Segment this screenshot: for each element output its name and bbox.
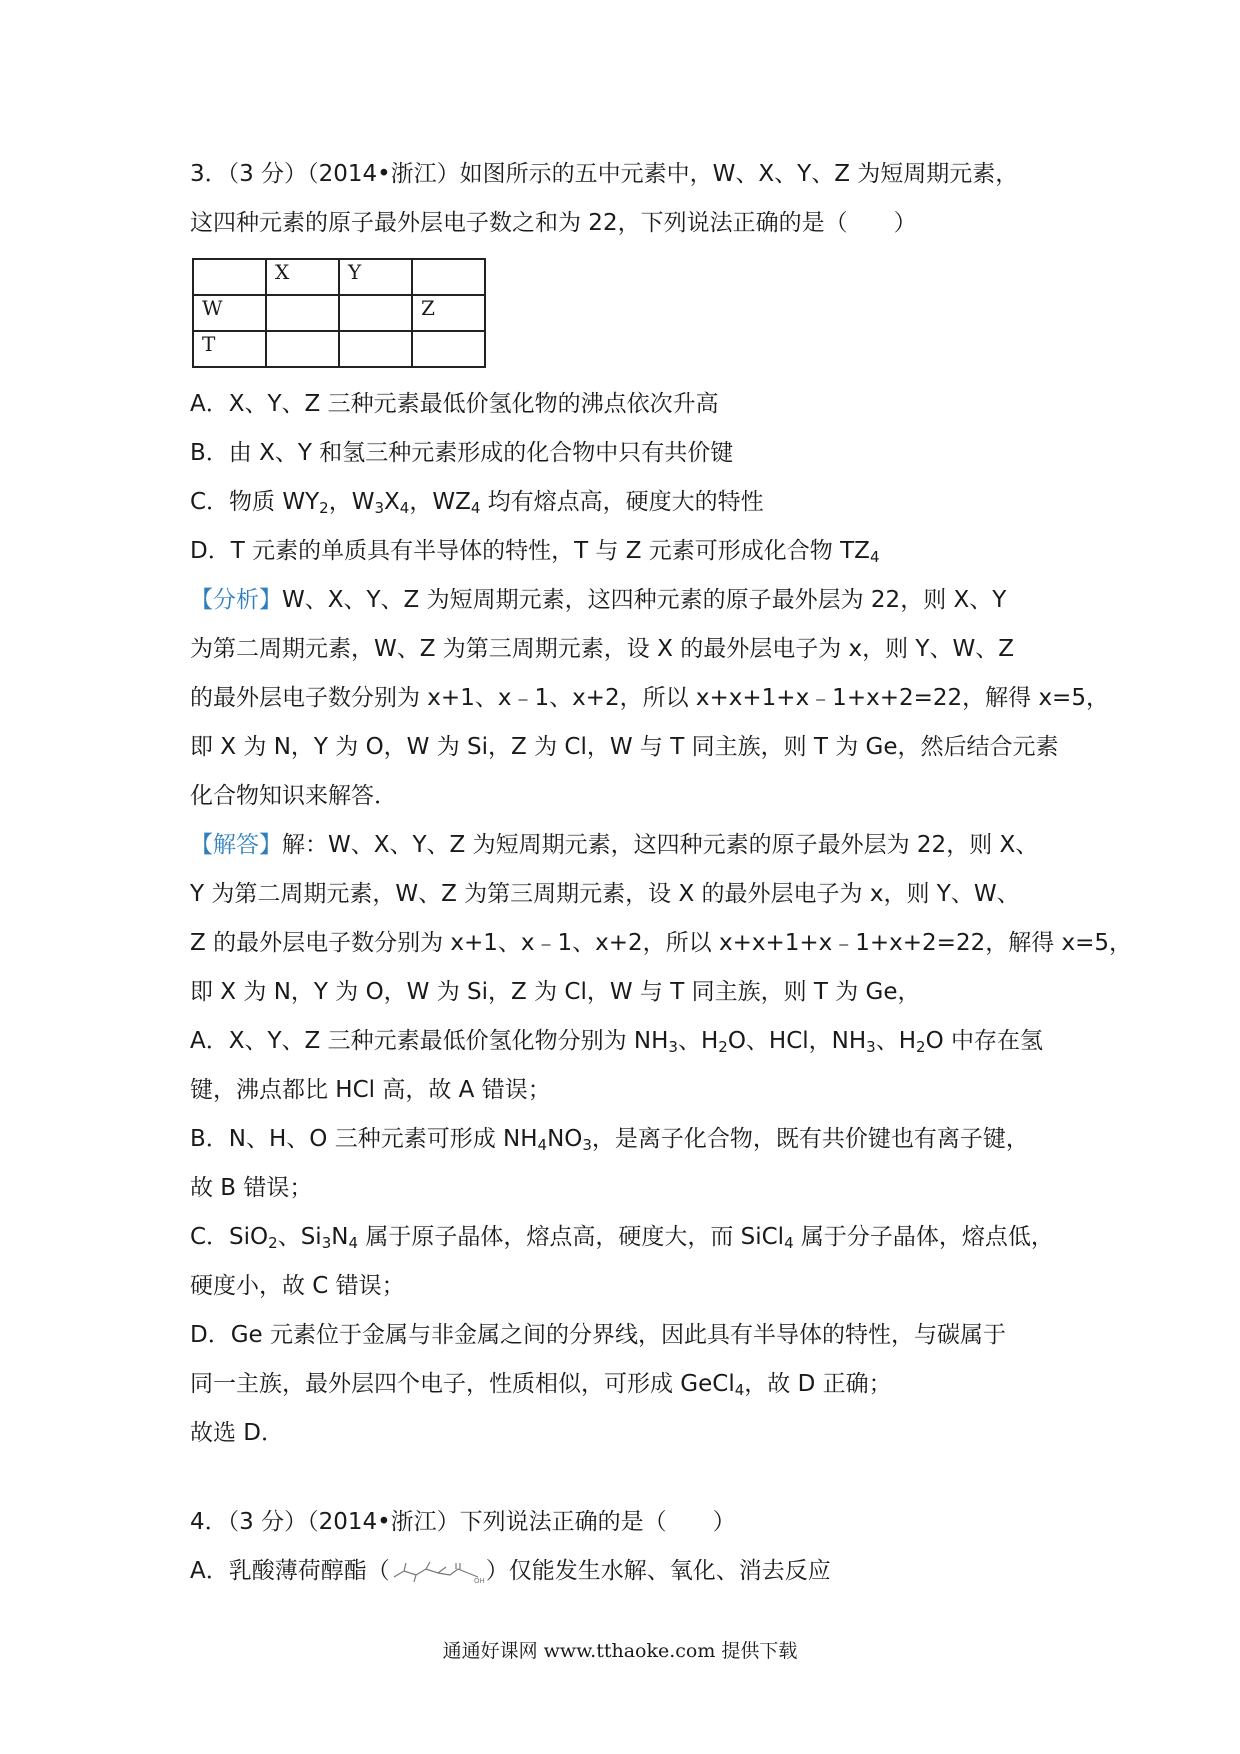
answer-c-line1 (190, 1213, 1070, 1262)
answer-d-line2 (190, 1360, 1070, 1409)
analysis-line3: 的最外层电子数分别为 x+1、x﹣1、x+2，所以 x+x+1+x﹣1+x+2=22，解得 x=5， (190, 685, 1109, 711)
subscript: 4 (348, 1234, 359, 1252)
table-cell: Y (339, 259, 412, 295)
text: ）仅能发生水解、氧化、消去反应 (485, 1558, 831, 1584)
table-cell (193, 259, 266, 295)
answer-line1 (190, 821, 1070, 870)
subscript: 4 (869, 548, 880, 566)
text: ，故 D 正确； (744, 1371, 892, 1397)
q3-stem-line2: 这四种元素的原子最外层电子数之和为 22，下列说法正确的是（ ） (190, 210, 917, 236)
subscript: 2 (718, 1038, 728, 1056)
text: D．T 元素的单质具有半导体的特性，T 与 Z 元素可形成化合物 TZ (190, 538, 870, 564)
text: 、Si (277, 1224, 322, 1250)
table-cell: Z (412, 295, 485, 331)
text: ，W (328, 489, 375, 515)
answer-line3: Z 的最外层电子数分别为 x+1、x﹣1、x+2，所以 x+x+1+x﹣1+x+2=22，解得 x=5， (190, 930, 1133, 956)
answer-line4: 即 X 为 N，Y 为 O，W 为 Si，Z 为 Cl，W 与 T 同主族，则 T 为 Ge， (190, 979, 921, 1005)
subscript: 3 (582, 1136, 592, 1154)
subscript: 2 (268, 1234, 278, 1252)
analysis-line1 (190, 576, 1070, 625)
text: W、X、Y、Z 为短周期元素，这四种元素的原子最外层为 22，则 X、Y (282, 587, 1007, 613)
text: 同一主族，最外层四个电子，性质相似，可形成 GeCl (190, 1371, 735, 1397)
text: ，是离子化合物，既有共价键也有离子键， (591, 1126, 1029, 1152)
text: C．SiO (190, 1224, 269, 1250)
text: 、H (677, 1028, 719, 1054)
table-row (193, 295, 485, 331)
table-cell (266, 331, 339, 367)
q3-option-c (190, 478, 1070, 527)
answer-a-line2: 键，沸点都比 HCl 高，故 A 错误； (190, 1077, 551, 1103)
text: N (331, 1224, 349, 1250)
table-cell (412, 331, 485, 367)
text: ，WZ (409, 489, 471, 515)
svg-text:OH: OH (473, 1576, 485, 1585)
q3-option-a: A．X、Y、Z 三种元素最低价氢化物的沸点依次升高 (190, 391, 719, 417)
subscript: 4 (734, 1381, 745, 1399)
text: X (384, 489, 400, 515)
text: 、H (875, 1028, 917, 1054)
page-content (190, 150, 1133, 1596)
text: 均有熔点高，硬度大的特性 (480, 489, 764, 515)
text: 解：W、X、Y、Z 为短周期元素，这四种元素的原子最外层为 22，则 X、 (282, 832, 1039, 858)
table-cell (339, 295, 412, 331)
text: O、HCl，NH (727, 1028, 867, 1054)
subscript: 3 (374, 499, 385, 517)
spacer (190, 1458, 1070, 1498)
text: A．乳酸薄荷醇酯（ (190, 1558, 390, 1584)
conclusion: 故选 D． (190, 1420, 285, 1446)
text: 属于原子晶体，熔点高，硬度大，而 SiCl (358, 1224, 785, 1250)
text: A．X、Y、Z 三种元素最低价氢化物分别为 NH (190, 1028, 669, 1054)
molecule-structure-icon (390, 1559, 486, 1585)
answer-b-line2: 故 B 错误； (190, 1175, 313, 1201)
subscript: 2 (916, 1038, 926, 1056)
text: B．N、H、O 三种元素可形成 NH (190, 1126, 538, 1152)
table-row (193, 259, 485, 295)
subscript: 4 (399, 499, 410, 517)
table-row (193, 331, 485, 367)
subscript: 2 (319, 499, 329, 517)
analysis-line2: 为第二周期元素，W、Z 为第三周期元素，设 X 的最外层电子为 x，则 Y、W、Z (190, 636, 1014, 662)
q3-stem-line1: 3．（3 分）（2014•浙江）如图所示的五中元素中，W、X、Y、Z 为短周期元素， (190, 161, 1019, 187)
subscript: 3 (866, 1038, 876, 1056)
answer-tag: 【解答】 (190, 832, 282, 858)
subscript: 3 (321, 1234, 332, 1252)
table-cell: X (266, 259, 339, 295)
analysis-tag: 【分析】 (190, 587, 282, 613)
answer-c-line2: 硬度小，故 C 错误； (190, 1273, 405, 1299)
footer: 通通好课网 www.tthaoke.com 提供下载 (442, 1640, 798, 1662)
q3-option-d (190, 527, 1070, 576)
answer-d-line1: D．Ge 元素位于金属与非金属之间的分界线，因此具有半导体的特性，与碳属于 (190, 1322, 1006, 1348)
answer-a-line1 (190, 1017, 1070, 1066)
table-cell (266, 295, 339, 331)
subscript: 4 (470, 499, 481, 517)
table-cell: W (193, 295, 266, 331)
q4-option-a (190, 1547, 1070, 1596)
answer-b-line1 (190, 1115, 1070, 1164)
text: 属于分子晶体，熔点低， (793, 1224, 1054, 1250)
q3-option-b: B．由 X、Y 和氢三种元素形成的化合物中只有共价键 (190, 440, 734, 466)
subscript: 4 (537, 1136, 548, 1154)
text: NO (547, 1126, 583, 1152)
periodic-table-fragment (192, 258, 486, 368)
answer-line2: Y 为第二周期元素，W、Z 为第三周期元素，设 X 的最外层电子为 x，则 Y、W、 (190, 881, 1020, 907)
subscript: 3 (668, 1038, 678, 1056)
analysis-line5: 化合物知识来解答． (190, 783, 397, 809)
text: O 中存在氢 (925, 1028, 1043, 1054)
table-cell: T (193, 331, 266, 367)
subscript: 4 (784, 1234, 794, 1252)
analysis-line4: 即 X 为 N，Y 为 O，W 为 Si，Z 为 Cl，W 与 T 同主族，则 T 为 Ge，然后结合元素 (190, 734, 1059, 760)
table-cell (339, 331, 412, 367)
q4-stem: 4．（3 分）（2014•浙江）下列说法正确的是（ ） (190, 1509, 736, 1535)
text: C．物质 WY (190, 489, 320, 515)
table-cell (412, 259, 485, 295)
